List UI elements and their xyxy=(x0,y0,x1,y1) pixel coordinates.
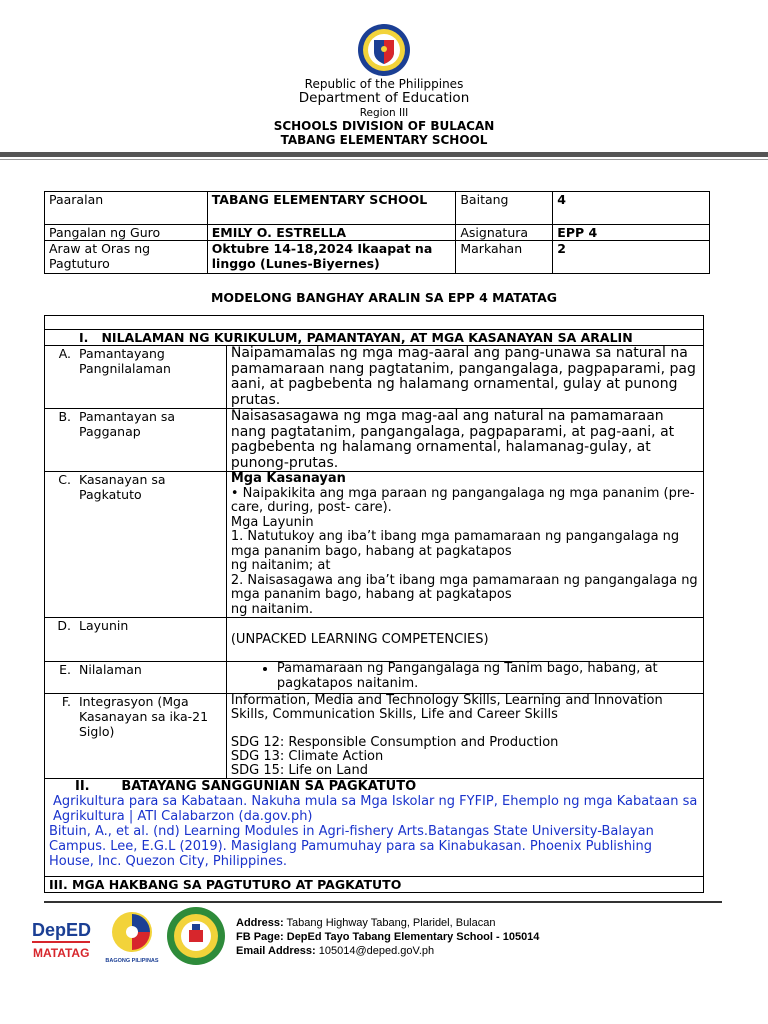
footer-address: Tabang Highway Tabang, Plaridel, Bulacan xyxy=(286,917,496,929)
reference-2: Bituin, A., et al. (nd) Learning Modules in Agri-fishery Arts.Batangas State University-Balayan Campus. Lee, E.G.L (2019). Masiglang Pamumuhay para sa Kinabukasan. Phoenix Publishing House, Inc. Quezon City, Philippines. xyxy=(49,824,654,869)
guro-value: EMILY O. ESTRELLA xyxy=(207,225,456,241)
curriculum-table xyxy=(44,315,704,893)
section3-heading: III. MGA HAKBANG SA PAGTUTURO AT PAGKATUTO xyxy=(45,877,704,893)
row-b-label-cell xyxy=(45,409,227,472)
header-region: Region III xyxy=(359,107,409,119)
row-c-line3: 1. Natutukoy ang iba’t ibang mga pamamaraan ng pangangalaga ng mga pananim bago, habang at pagkatapos xyxy=(230,529,680,559)
footer-email-label: Email Address: xyxy=(236,945,316,957)
asignatura-label: Asignatura xyxy=(456,225,553,241)
row-d-label: Layunin xyxy=(79,618,129,633)
footer-email[interactable]: 105014@deped.goV.ph xyxy=(318,945,435,957)
section1-heading: NILALAMAN NG KURIKULUM, PAMANTAYAN, AT MGA KASANAYAN SA ARALIN xyxy=(101,330,633,345)
row-d-letter: D. xyxy=(57,618,71,633)
row-c-line5: 2. Naisasagawa ang iba’t ibang mga pamamaraan ng pangangalaga ng mga pananim bago, habang at pagkatapos xyxy=(230,572,698,602)
header-division: SCHOOLS DIVISION OF BULACAN xyxy=(273,119,495,133)
row-f-sdg15: SDG 15: Life on Land xyxy=(230,763,368,778)
row-c-line4: ng naitanim; at xyxy=(230,558,331,573)
row-f-text: Information, Media and Technology Skills, Learning and Innovation Skills, Communication Skills, Life and Career Skills xyxy=(230,693,663,722)
row-b-letter: B. xyxy=(58,409,71,424)
matatag-logo-text: MATATAG xyxy=(33,946,90,960)
footer-fb-label: FB Page: xyxy=(236,931,284,943)
paaralan-value: TABANG ELEMENTARY SCHOOL xyxy=(207,192,456,225)
row-d-text: (UNPACKED LEARNING COMPETENCIES) xyxy=(226,618,703,662)
row-f-sdg12: SDG 12: Responsible Consumption and Production xyxy=(230,735,559,750)
section2-heading: BATAYANG SANGGUNIAN SA PAGKATUTO xyxy=(121,779,417,794)
section2-cell xyxy=(45,779,704,877)
row-c-heading: Mga Kasanayan xyxy=(230,471,346,486)
baitang-label: Baitang xyxy=(456,192,553,225)
row-c-line6: ng naitanim. xyxy=(230,601,314,617)
row-c-line2: Mga Layunin xyxy=(230,514,314,530)
row-a-label-cell xyxy=(45,346,227,409)
row-c-line1: • Naipakikita ang mga paraan ng pangangalaga ng mga pananim (pre-care, during, post- care). xyxy=(230,485,695,515)
row-e-label: Nilalaman xyxy=(79,662,142,677)
row-f-letter: F. xyxy=(61,694,71,709)
row-b-label: Pamantayan sa Pagganap xyxy=(79,409,176,439)
deped-logo-text: DepED xyxy=(32,920,92,940)
document-title: MODELONG BANGHAY ARALIN SA EPP 4 MATATAG xyxy=(210,290,558,305)
row-c-label-cell xyxy=(45,472,227,618)
row-e-letter: E. xyxy=(59,662,71,677)
header-republic: Republic of the Philippines xyxy=(304,77,464,91)
footer-contact xyxy=(236,916,539,958)
row-e-label-cell xyxy=(45,662,227,694)
row-a-letter: A. xyxy=(58,346,71,361)
info-table xyxy=(44,191,710,274)
section2-heading-line xyxy=(49,779,699,794)
markahan-label: Markahan xyxy=(456,241,553,274)
bagong-pilipinas-logo xyxy=(104,908,160,964)
row-f-sdg13: SDG 13: Climate Action xyxy=(230,749,384,764)
markahan-value: 2 xyxy=(553,241,710,274)
deped-seal-logo xyxy=(352,22,416,78)
section2-num: II. xyxy=(75,779,90,794)
row-f-label-cell xyxy=(45,694,227,779)
footer-divider xyxy=(44,901,722,903)
row-d-label-cell xyxy=(45,618,227,662)
top-spacer-row xyxy=(45,316,704,330)
araw-label: Araw at Oras ng Pagtuturo xyxy=(45,241,208,274)
paaralan-label: Paaralan xyxy=(45,192,208,225)
row-c-label: Kasanayan sa Pagkatuto xyxy=(79,472,166,502)
row-a-text: Naipamamalas ng mga mag-aaral ang pang-unawa sa natural na pamamaraan nang pagtatanim, pangangalaga, pagpaparami, pag aani, at pagbebenta ng halamang ornamental, gulay at punong prutas. xyxy=(226,346,703,409)
footer-address-label: Address: xyxy=(236,917,284,929)
section1-num: I. xyxy=(79,330,89,345)
deped-matatag-logo xyxy=(30,914,92,964)
section1-heading-row xyxy=(45,330,704,346)
row-e-text: • Pamamaraan ng Pangangalaga ng Tanim bago, habang, at pagkatapos naitanim. xyxy=(277,662,699,691)
row-a-label: Pamantayang Pangnilalaman xyxy=(79,346,171,376)
guro-label: Pangalan ng Guro xyxy=(45,225,208,241)
header-school: TABANG ELEMENTARY SCHOOL xyxy=(280,133,488,147)
reference-link-1[interactable]: Agrikultura para sa Kabataan. Nakuha mula sa Mga Iskolar ng FYFIP, Ehemplo ng mga Kabataan sa Agrikultura | ATI Calabarzon (da.gov.ph) xyxy=(53,794,698,824)
araw-value: Oktubre 14-18,2024 Ikaapat na linggo (Lunes-Biyernes) xyxy=(207,241,456,274)
asignatura-value: EPP 4 xyxy=(553,225,710,241)
header-department: Department of Education xyxy=(298,90,470,106)
header-divider-thin xyxy=(0,159,768,160)
row-f-label: Integrasyon (Mga Kasanayan sa ika-21 Siglo) xyxy=(79,694,209,739)
header-divider xyxy=(0,152,768,157)
footer-fb[interactable]: DepEd Tayo Tabang Elementary School - 105014 xyxy=(286,931,540,943)
row-c-letter: C. xyxy=(58,472,71,487)
row-f-content xyxy=(226,694,703,779)
row-b-text: Naisasasagawa ng mga mag-aal ang natural na pamamaraan nang pagtatanim, pangangalaga, pagpaparami, at pag-aani, at pagbebenta ng halamang ornamental, halamanag-gulay, at punong-prutas. xyxy=(226,409,703,472)
baitang-value: 4 xyxy=(553,192,710,225)
row-c-content xyxy=(226,472,703,618)
bagong-pilipinas-text: BAGONG PILIPINAS xyxy=(105,958,159,964)
school-seal-logo xyxy=(166,906,226,966)
row-e-content xyxy=(226,662,703,694)
